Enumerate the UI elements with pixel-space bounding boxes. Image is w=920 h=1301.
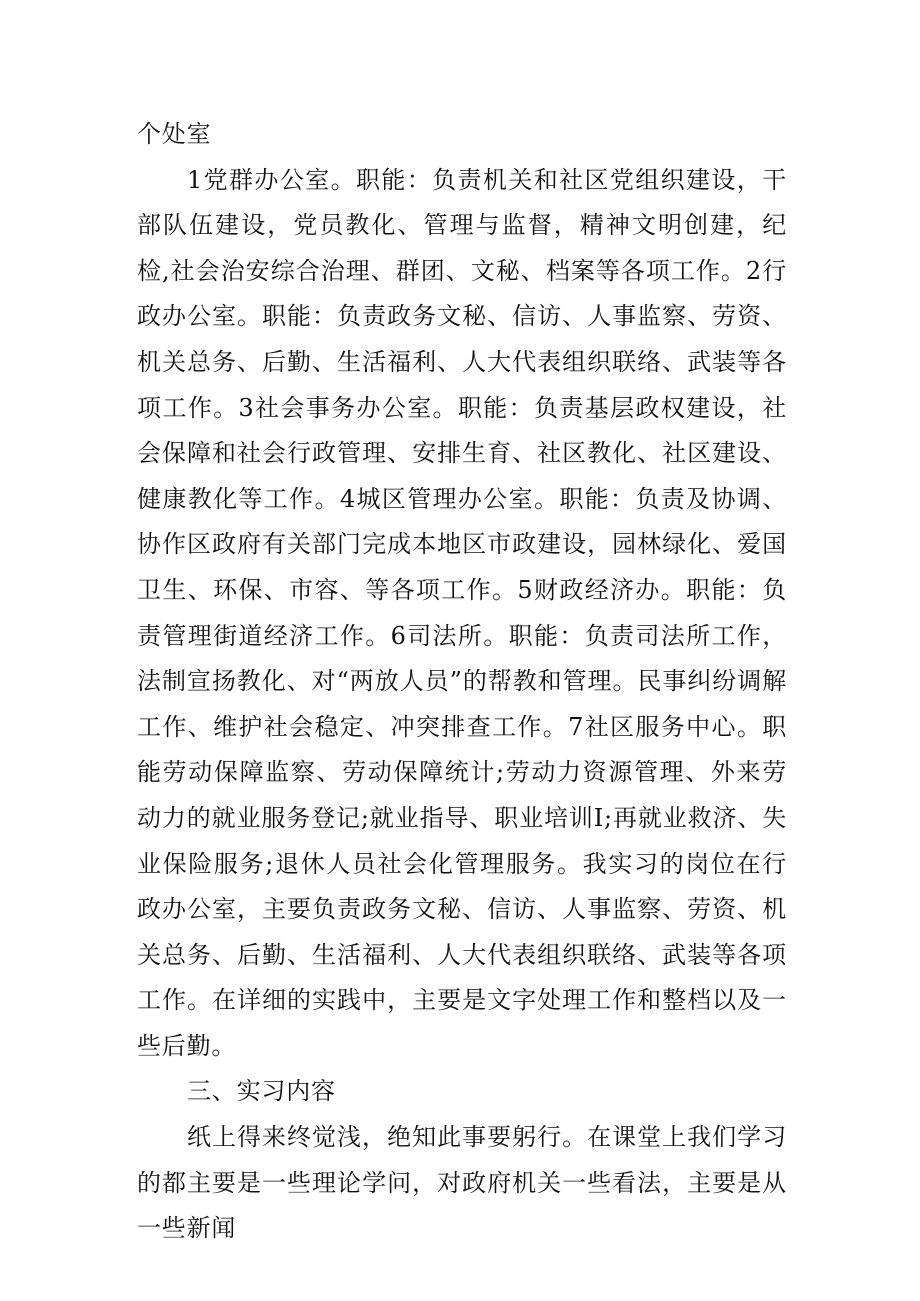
- paragraph-continuation: 个处室: [137, 120, 212, 148]
- paragraph-internship-content: 纸上得来终觉浅，绝知此事要躬行。在课堂上我们学习的都主要是一些理论学问，对政府机关一些看法，主要是从一些新闻: [137, 1123, 787, 1243]
- paragraph-departments: 1党群办公室。职能：负责机关和社区党组织建设，干部队伍建设，党员教化、管理与监督，精神文明创建，纪检,社会治安综合治理、群团、文秘、档案等各项工作。2行政办公室。职能：负责政务文秘、信访、人事监察、劳资、机关总务、后勤、生活福利、人大代表组织联络、武装等各项工作。3社会事务办公室。职能：负责基层政权建设，社会保障和社会行政管理、安排生育、社区教化、社区建设、健康教化等工作。4城区管理办公室。职能：负责及协调、协作区政府有关部门完成本地区市政建设，园林绿化、爱国卫生、环保、市容、等各项工作。5财政经济办。职能：负责管理街道经济工作。6司法所。职能：负责司法所工作，法制宣扬教化、对“两放人员”的帮教和管理。民事纠纷调解工作、维护社会稳定、冲突排查工作。7社区服务中心。职能劳动保障监察、劳动保障统计;劳动力资源管理、外来劳动力的就业服务登记;就业指导、职业培训I;再就业救济、失业保险服务;退休人员社会化管理服务。我实习的岗位在行政办公室，主要负责政务文秘、信访、人事监察、劳资、机关总务、后勤、生活福利、人大代表组织联络、武装等各项工作。在详细的实践中，主要是文字处理工作和整档以及一些后勤。: [137, 165, 787, 1060]
- section-heading-internship-content: 三、实习内容: [187, 1077, 336, 1106]
- document-body: [137, 112, 787, 1252]
